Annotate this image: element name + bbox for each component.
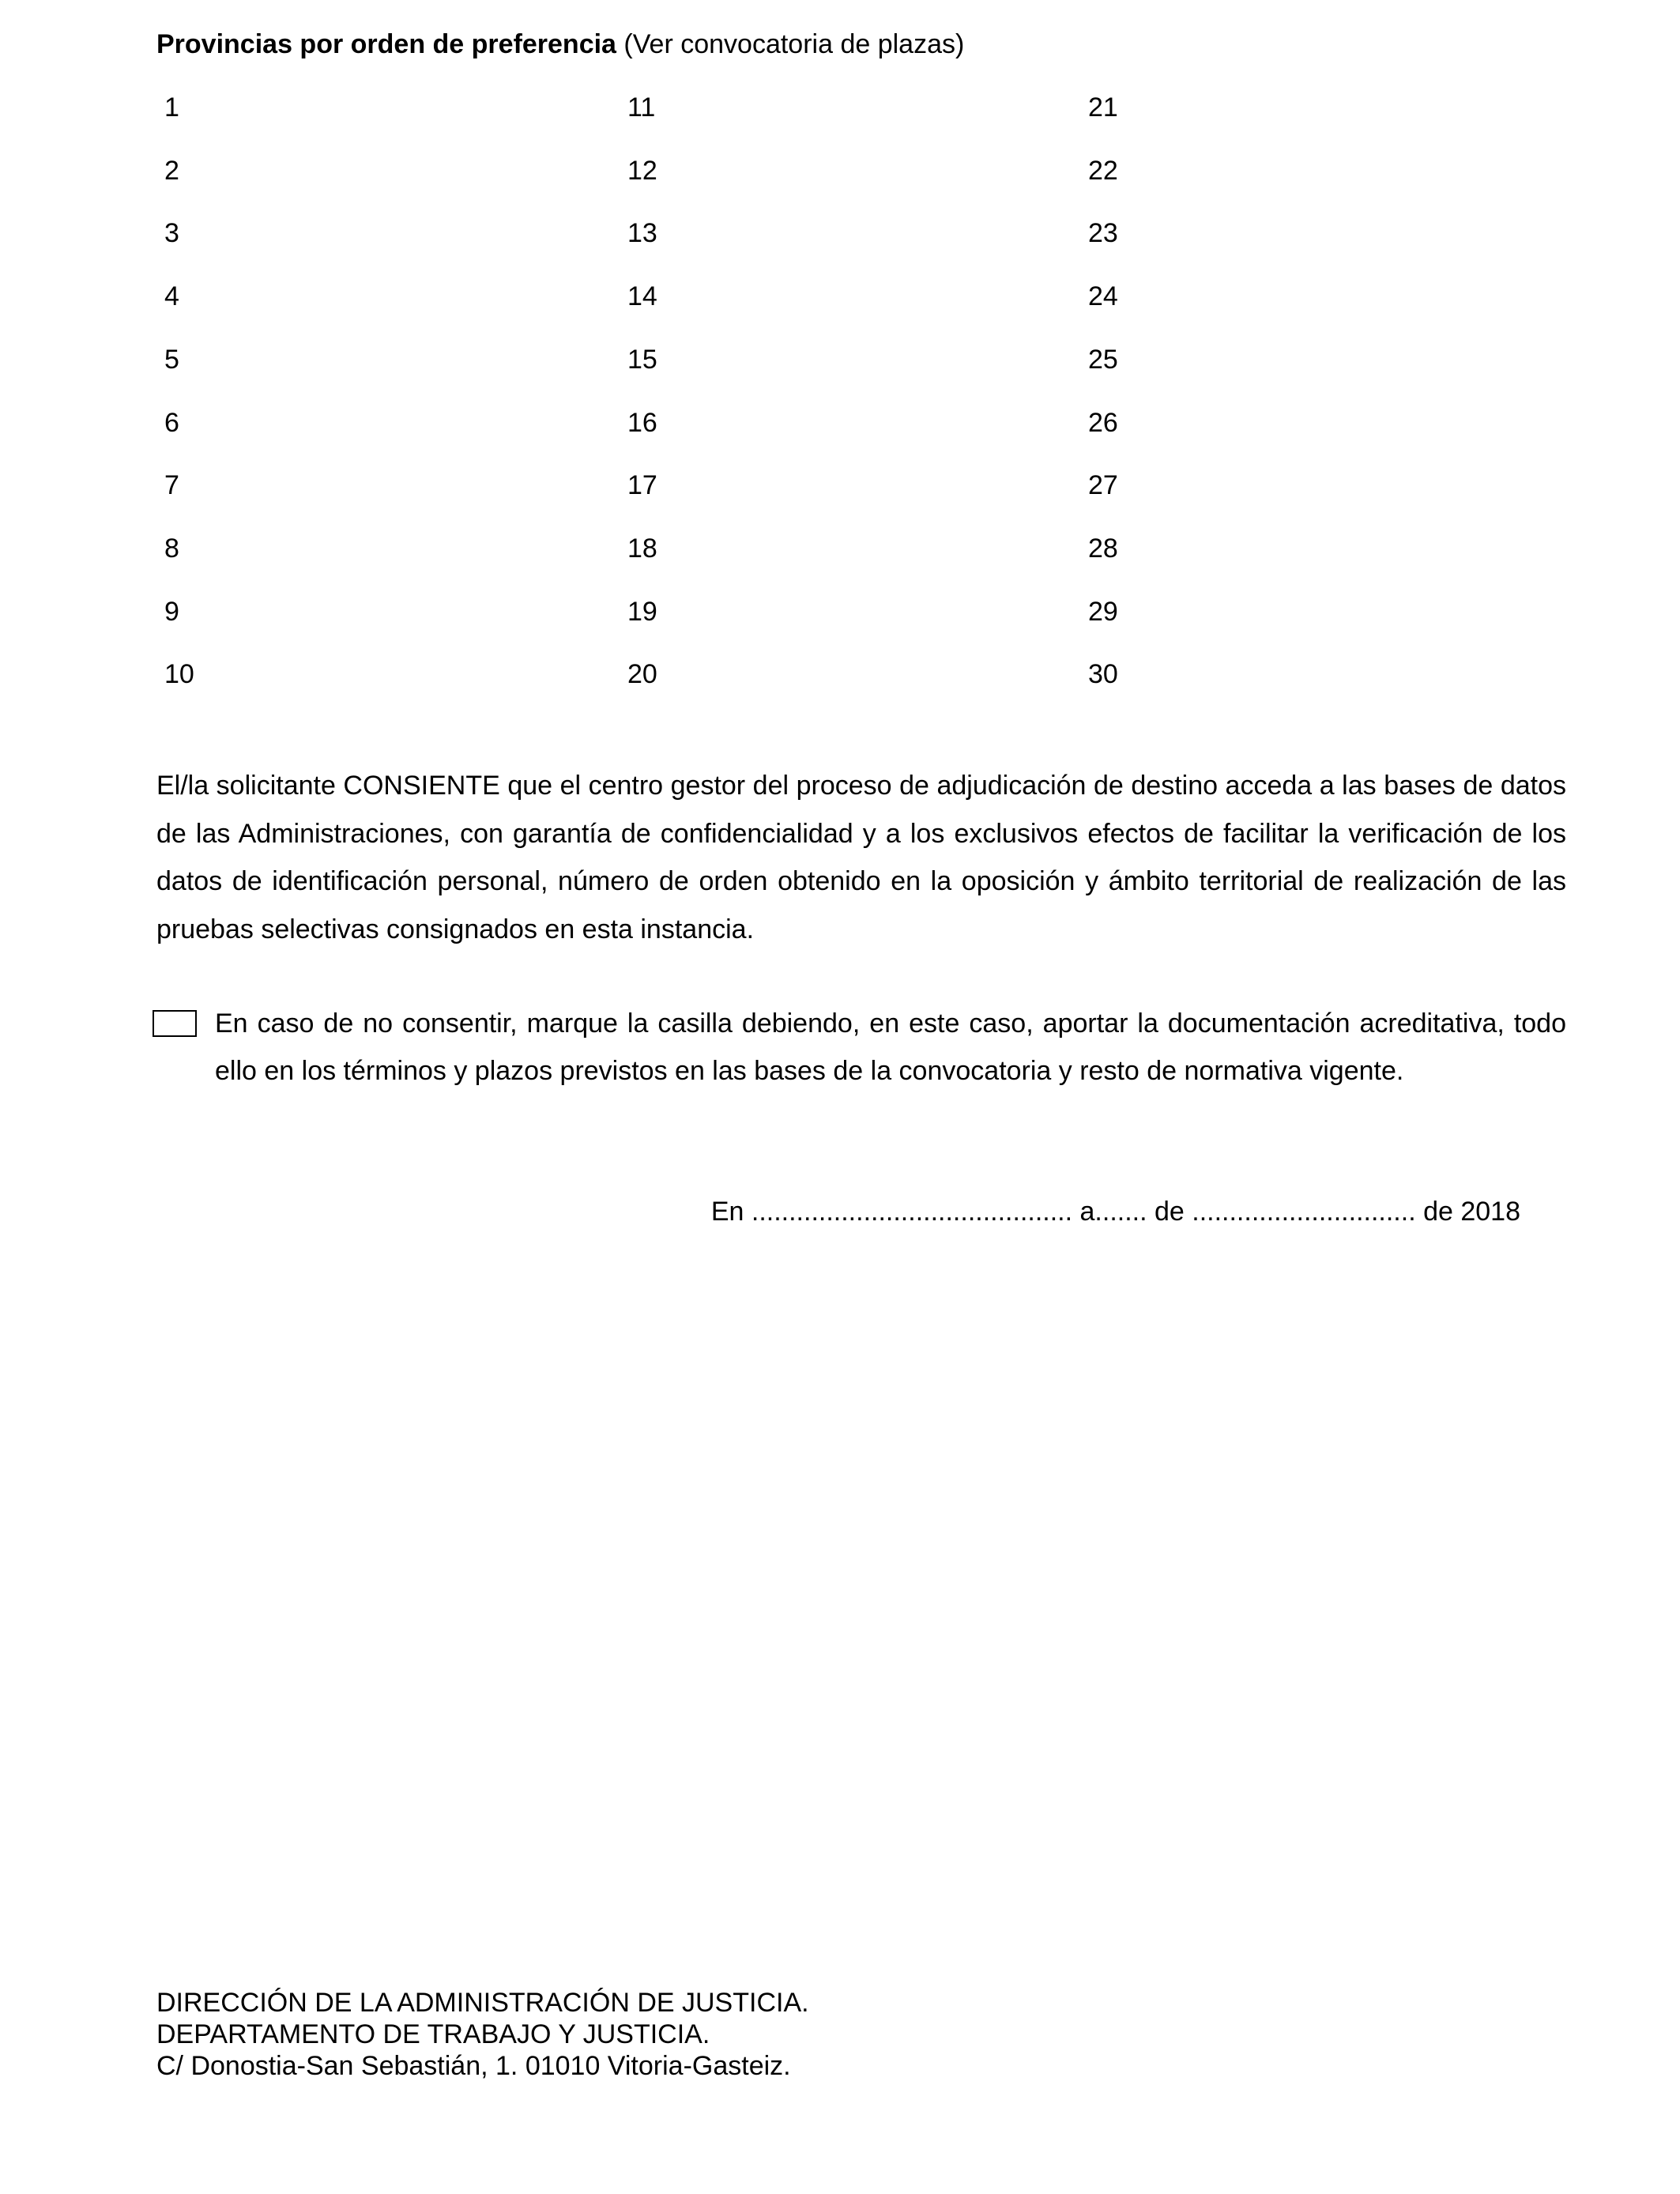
- provinces-heading-title: Provincias por orden de preferencia: [156, 29, 616, 59]
- province-number: 17: [627, 470, 657, 500]
- province-number: 10: [164, 659, 194, 689]
- province-number: 24: [1088, 281, 1118, 311]
- place-date-line: En ........................................... a....... de .............................. de 2018: [710, 1197, 1520, 1227]
- footer-address: [156, 1987, 809, 2082]
- consent-paragraph: El/la solicitante CONSIENTE que el centro gestor del proceso de adjudicación de destino acceda a las bases de datos de las Administraciones, con garantía de confidencialidad y a los exclusivos efectos de facilitar la verificación de los datos de identificación personal, número de orden obtenido en la oposición y ámbito territorial de realización de las pruebas selectivas consignados en esta instancia.: [156, 771, 1566, 944]
- province-number: 25: [1088, 345, 1118, 375]
- province-number: 18: [627, 533, 657, 564]
- footer-line-address: C/ Donostia-San Sebastián, 1. 01010 Vitoria-Gasteiz.: [156, 2051, 791, 2081]
- province-number: 9: [164, 597, 179, 627]
- footer-line-department: DIRECCIÓN DE LA ADMINISTRACIÓN DE JUSTICIA.: [156, 1988, 809, 2018]
- province-number: 5: [164, 345, 179, 375]
- province-number: 7: [164, 470, 179, 500]
- province-number: 28: [1088, 533, 1118, 564]
- province-number: 3: [164, 218, 179, 248]
- province-number: 12: [627, 156, 657, 186]
- province-number: 20: [627, 659, 657, 689]
- province-number: 26: [1088, 408, 1118, 438]
- province-number: 6: [164, 408, 179, 438]
- province-number: 21: [1088, 92, 1118, 123]
- footer-line-ministry: DEPARTAMENTO DE TRABAJO Y JUSTICIA.: [156, 2019, 710, 2049]
- province-number: 8: [164, 533, 179, 564]
- province-number: 16: [627, 408, 657, 438]
- province-number: 23: [1088, 218, 1118, 248]
- province-number: 15: [627, 345, 657, 375]
- province-number: 1: [164, 92, 179, 123]
- province-number: 11: [627, 92, 656, 123]
- province-number: 27: [1088, 470, 1118, 500]
- province-number: 13: [627, 218, 657, 248]
- provinces-heading-note: (Ver convocatoria de plazas): [623, 29, 965, 59]
- no-consent-text: En caso de no consentir, marque la casilla debiendo, en este caso, aportar la documentación acreditativa, todo ello en los términos y plazos previstos en las bases de la convocatoria y resto de normativa vigente.: [215, 1008, 1566, 1086]
- province-number: 19: [627, 597, 657, 627]
- province-number: 4: [164, 281, 179, 311]
- province-number: 22: [1088, 156, 1118, 186]
- province-number: 30: [1088, 659, 1118, 689]
- province-number: 14: [627, 281, 657, 311]
- no-consent-checkbox[interactable]: [153, 1010, 197, 1037]
- provinces-heading: [156, 25, 964, 63]
- province-number: 29: [1088, 597, 1118, 627]
- province-number: 2: [164, 156, 179, 186]
